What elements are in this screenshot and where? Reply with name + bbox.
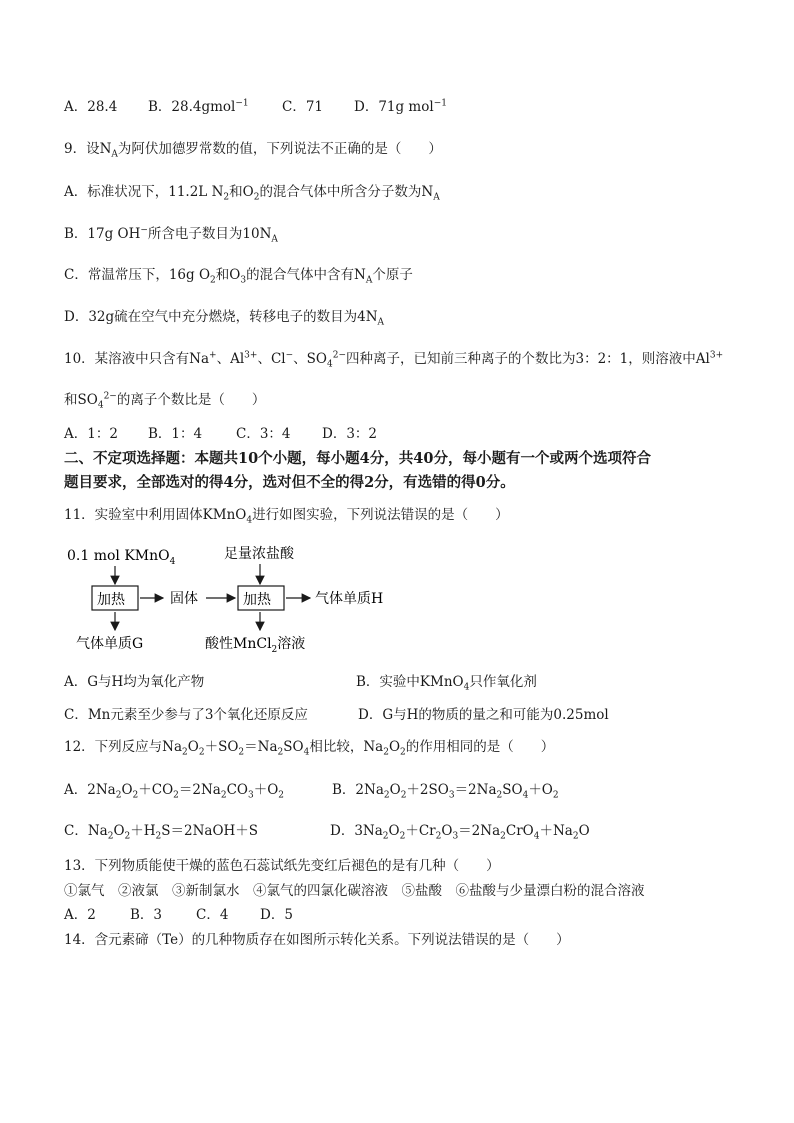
q8-option-c: C．71	[282, 99, 324, 115]
q11-option-b: B．实验中KMnO$_4$只作氧化剂	[356, 674, 537, 693]
q10-option-b: B．1：4	[148, 426, 203, 442]
solid-label: 固体	[170, 591, 198, 607]
q12-option-c: C．$Na_2O_2+H_2S=2NaOH+S$	[64, 823, 259, 842]
q13-option-c: C．4	[196, 907, 229, 923]
heat-label-1: 加热	[97, 592, 125, 608]
section-heading-line2: 题目要求，全部选对的得4分，选对但不全的得2分，有选错的得0分。	[64, 474, 515, 491]
q10-option-d: D．3：2	[322, 426, 378, 442]
gas-h-label: 气体单质H	[315, 591, 384, 607]
q9-option-a: A．标准状况下，11.2L $N_2$和$O_2$的混合气体中所含分子数为$N_A$	[64, 184, 440, 203]
q12-stem: 12．下列反应与$Na_2O_2+SO_2=Na_2SO_4$相比较，$Na_2O_2$的作用相同的是（ ）	[64, 739, 555, 758]
q13-option-d: D．5	[260, 907, 293, 923]
q10-option-c: C．3：4	[236, 426, 291, 442]
gas-g-label: 气体单质G	[76, 636, 144, 652]
q12-option-d: D．$3Na_2O_2+Cr_2O_3=2Na_2CrO_4+Na_2O$	[330, 823, 590, 842]
q11-option-c: C．Mn元素至少参与了3个氧化还原反应	[64, 707, 308, 723]
heat-label-2: 加热	[243, 592, 271, 608]
kmno4-label: 0.1 mol KMnO$_4$	[67, 548, 176, 567]
q13-option-b: B．3	[130, 907, 163, 923]
q11-stem: 11．实验室中利用固体KMnO$_4$进行如图实验，下列说法错误的是（ ）	[64, 507, 509, 526]
q10-option-a: A．1：2	[64, 426, 118, 442]
section-heading-line1: 二、不定项选择题：本题共10个小题，每小题4分，共40分，每小题有一个或两个选项符合	[64, 450, 651, 467]
q8-option-d: D．71g mol$^{-1}$	[354, 98, 447, 115]
q9-stem: 9．设$N_A$为阿伏加德罗常数的值，下列说法不正确的是（ ）	[64, 141, 442, 160]
q14-stem: 14．含元素碲（Te）的几种物质存在如图所示转化关系。下列说法错误的是（ ）	[64, 932, 570, 948]
q12-option-a: A．$2Na_2O_2+CO_2=2Na_2CO_3+O_2$	[64, 782, 285, 801]
q13-option-a: A．2	[64, 907, 96, 923]
q11-option-d: D．G与H的物质的量之和可能为0.25mol	[358, 707, 609, 723]
q12-option-b: B．$2Na_2O_2+2SO_3=2Na_2SO_4+O_2$	[332, 782, 559, 801]
q9-option-d: D．32g硫在空气中充分燃烧，转移电子的数目为$4N_A$	[64, 309, 385, 328]
q11-option-a: A．G与H均为氧化产物	[64, 674, 205, 690]
q9-option-c: C．常温常压下，16g $O_2$和$O_3$的混合气体中含有$N_A$个原子	[64, 267, 413, 286]
q13-stem: 13．下列物质能使干燥的蓝色石蕊试纸先变红后褪色的是有几种（ ）	[64, 858, 500, 874]
q8-option-a: A．28.4	[64, 99, 118, 115]
q8-option-b: B．28.4gmol$^{-1}$	[148, 98, 249, 115]
q9-option-b: B．17g OH−所含电子数目为$10N_A$	[64, 225, 278, 245]
q10-stem-line2: 和$SO_4^{2-}$的离子个数比是（ ）	[64, 391, 266, 411]
mncl2-label: 酸性MnCl$_2$溶液	[205, 636, 306, 655]
hcl-label: 足量浓盐酸	[224, 546, 294, 562]
q13-items: ①氯气 ②液氯 ③新制氯水 ④氯气的四氯化碳溶液 ⑤盐酸 ⑥盐酸与少量漂白粉的混合溶液	[64, 883, 645, 899]
q11-flow-diagram	[64, 540, 424, 658]
q10-stem-line1: 10．某溶液中只含有Na+、$Al^{3+}$、Cl−、$SO_4^{2-}$四种离子，已知前三种离子的个数比为3：2：1，则溶液中$Al^{3+}$	[64, 350, 724, 370]
